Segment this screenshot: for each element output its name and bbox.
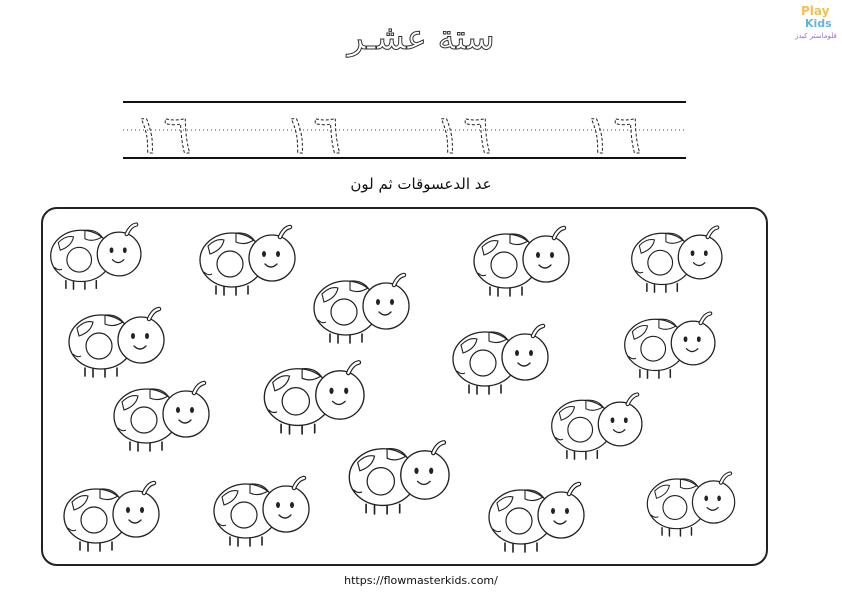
logo-word-3: فلوماستر كيدز: [795, 32, 837, 40]
instruction-text: عد الدعسوقات ثم لون: [350, 175, 492, 193]
tracing-numeral: ١٦: [133, 103, 193, 159]
tracing-numeral: ١٦: [433, 103, 493, 159]
ladybug-icon: [489, 484, 584, 552]
logo-word-2: Kids: [805, 17, 832, 30]
tracing-numeral: ١٦: [583, 103, 643, 159]
ladybug-icon: [552, 395, 642, 460]
ladybug-icon: [349, 442, 449, 513]
ladybug-icon: [64, 483, 159, 551]
ladybug-icon: [625, 314, 715, 379]
ladybug-icon: [200, 227, 295, 295]
ladybug-icon: [647, 473, 734, 536]
ladybug-icon: [69, 309, 164, 377]
ladybug-icon: [453, 326, 548, 394]
page-title: ستة عشـر: [347, 18, 495, 58]
logo-word-1: Play: [801, 4, 830, 18]
ladybug-icon: [632, 228, 722, 293]
footer-url: https://flowmasterkids.com/: [344, 574, 498, 587]
tracing-numeral: ١٦: [283, 103, 343, 159]
ladybug-icon: [214, 478, 309, 546]
ladybug-icon: [114, 383, 209, 451]
ladybug-icon: [51, 225, 141, 290]
ladybug-icon: [474, 228, 569, 296]
ladybug-icon: [314, 275, 409, 343]
ladybug-icon: [264, 362, 364, 433]
